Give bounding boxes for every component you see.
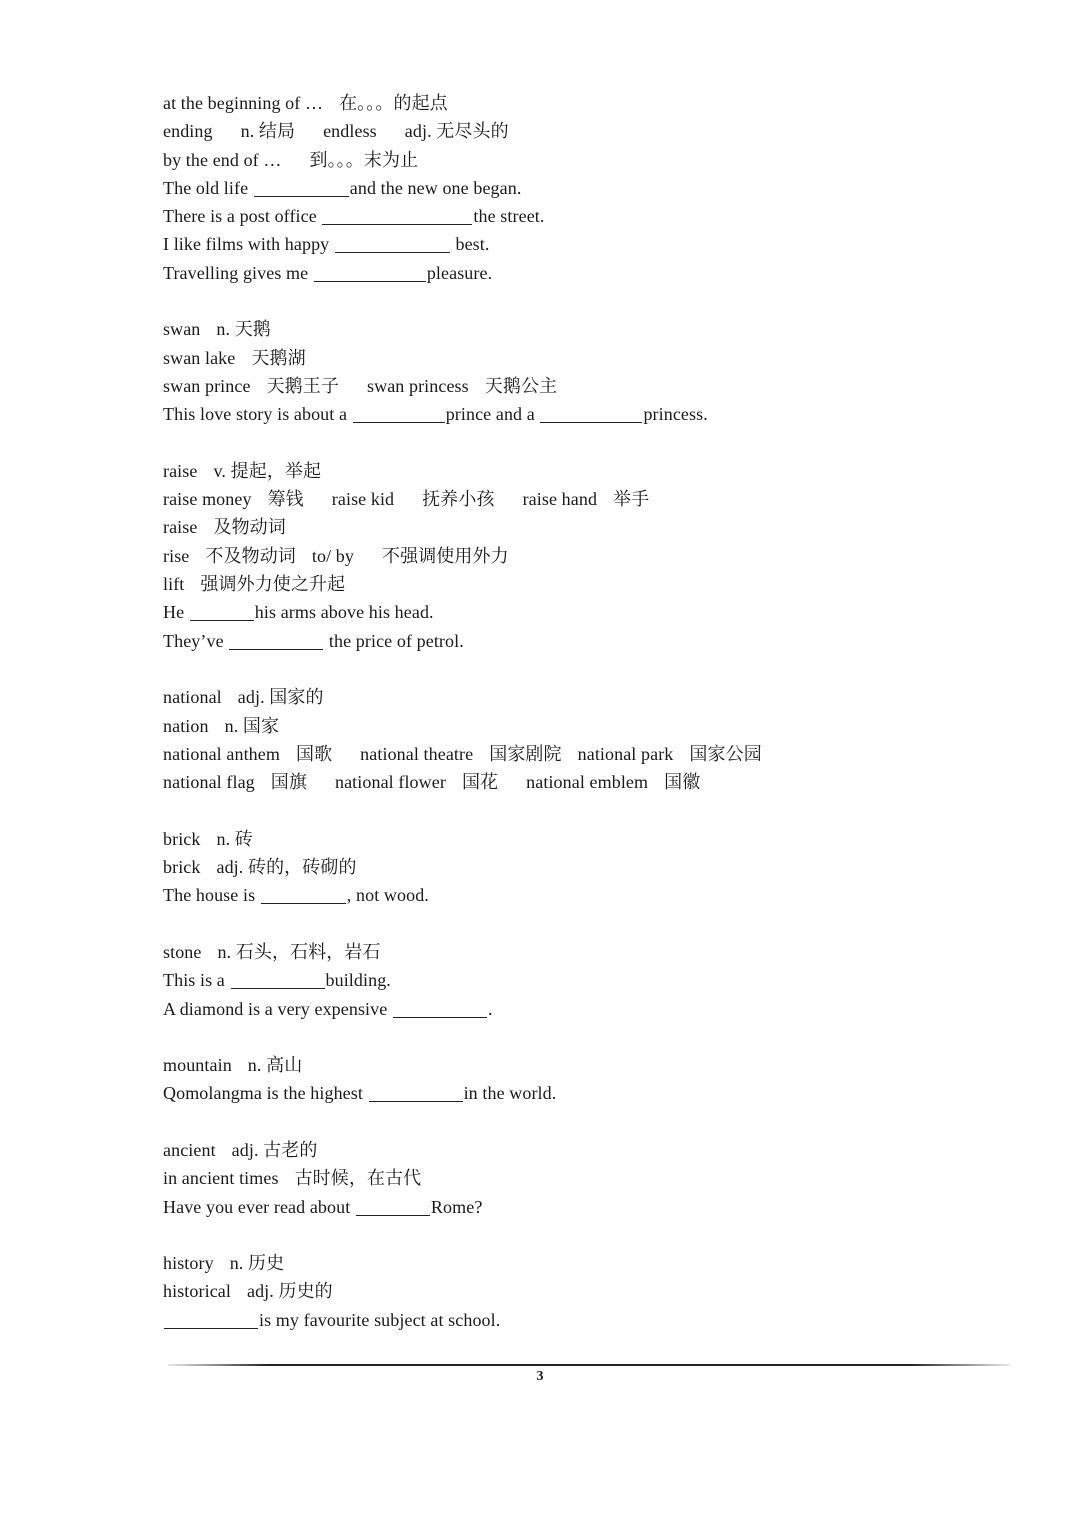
vocab-line [163, 683, 1023, 711]
term: endless [323, 121, 377, 142]
exercise-line [163, 230, 1023, 258]
sentence-end: in the world. [463, 1083, 557, 1104]
fill-blank[interactable] [322, 206, 472, 225]
sentence-end: the price of petrol. [324, 630, 464, 651]
term: rise [163, 545, 190, 566]
vocab-line [163, 768, 1023, 796]
vocab-line [163, 485, 1023, 513]
translation: 国花 [461, 772, 499, 793]
term: swan prince [163, 375, 251, 396]
translation: n. 结局 [240, 121, 296, 142]
translation: v. 提起，举起 [213, 460, 322, 481]
translation: 天鹅王子 [266, 375, 339, 396]
fill-blank[interactable] [369, 1083, 463, 1102]
term: raise kid [331, 489, 395, 510]
term: stone [163, 941, 202, 962]
sentence-end: , not wood. [346, 885, 429, 906]
translation: n. 天鹅 [216, 319, 271, 340]
term: national flower [334, 772, 446, 793]
term: nation [163, 715, 209, 736]
fill-blank[interactable] [231, 970, 325, 989]
sentence-end: pleasure. [426, 262, 493, 283]
term: to/ by [311, 545, 354, 566]
term: raise money [163, 489, 252, 510]
sentence-start: This is a [163, 970, 230, 991]
translation: adj. 砖的，砖砌的 [216, 857, 357, 878]
translation: 在。。。的起点 [339, 93, 448, 113]
translation: 国家公园 [689, 743, 762, 764]
sentence-start: I like films with happy [163, 234, 334, 255]
sentence-end: building. [325, 970, 391, 991]
exercise-line [163, 598, 1023, 626]
translation: 国旗 [270, 772, 307, 793]
sentence-start: The old life [163, 177, 253, 198]
term: national [163, 687, 222, 708]
vocab-line [163, 146, 1023, 174]
term: lift [163, 574, 185, 595]
exercise-line [163, 259, 1023, 287]
exercise-line [163, 1079, 1023, 1107]
exercise-line [163, 966, 1023, 994]
term: ancient [163, 1139, 216, 1160]
fill-blank[interactable] [190, 602, 254, 621]
vocab-line [163, 938, 1023, 966]
fill-blank[interactable] [393, 999, 487, 1018]
term: raise [163, 517, 198, 538]
vocab-line [163, 570, 1023, 598]
vocab-line [163, 740, 1023, 768]
term: raise hand [522, 489, 598, 510]
sentence-start: A diamond is a very expensive [163, 998, 392, 1019]
sentence-end: his arms above his head. [254, 602, 434, 623]
vocab-line [163, 344, 1023, 372]
vocab-line [163, 542, 1023, 570]
vocab-line [163, 1136, 1023, 1164]
fill-blank[interactable] [254, 178, 349, 197]
translation: n. 石头，石料，岩石 [217, 941, 381, 962]
vocab-line [163, 1249, 1023, 1277]
vocab-line [163, 89, 1023, 117]
exercise-line [163, 202, 1023, 230]
sentence-start: They’ve [163, 630, 229, 651]
vocab-line [163, 1277, 1023, 1305]
sentence-start: He [163, 602, 189, 623]
sentence-end: best. [450, 234, 490, 255]
translation: 到。。。末为止 [309, 149, 419, 170]
exercise-line [163, 881, 1023, 909]
translation: 国徽 [664, 772, 701, 793]
translation: adj. 古老的 [231, 1139, 318, 1160]
exercise-line [163, 1193, 1023, 1221]
term: in ancient times [163, 1168, 279, 1189]
sentence-start: Travelling gives me [163, 262, 313, 283]
sentence-end: . [487, 998, 493, 1019]
vocab-line [163, 315, 1023, 343]
term: ending [163, 121, 213, 142]
vocab-line [163, 513, 1023, 541]
translation: n. 国家 [224, 715, 280, 736]
translation: 古时候，在古代 [294, 1168, 422, 1189]
sentence-end: the street. [473, 206, 545, 227]
vocab-line [163, 117, 1023, 145]
fill-blank[interactable] [540, 404, 642, 423]
sentence-start: There is a post office [163, 206, 322, 227]
term: mountain [163, 1055, 232, 1076]
exercise-line [163, 627, 1023, 655]
sentence-start: The house is [163, 885, 260, 906]
sentence-end: is my favourite subject at school. [259, 1309, 501, 1330]
term: history [163, 1253, 214, 1274]
translation: n. 高山 [247, 1055, 303, 1076]
fill-blank[interactable] [229, 631, 323, 650]
translation: 及物动词 [213, 517, 286, 538]
term: at the beginning of … [163, 93, 324, 113]
translation: 不及物动词 [205, 545, 296, 566]
term: swan [163, 319, 201, 340]
translation: 国家剧院 [489, 743, 562, 764]
term: national theatre [360, 743, 474, 764]
fill-blank[interactable] [353, 404, 445, 423]
sentence-middle: prince and a [445, 404, 540, 425]
term: national park [577, 743, 674, 764]
exercise-line [163, 1306, 1023, 1334]
document-body [163, 89, 1023, 1334]
exercise-line [163, 995, 1023, 1023]
sentence-start: This love story is about a [163, 404, 352, 425]
term: national emblem [526, 772, 649, 793]
translation: adj. 国家的 [237, 687, 324, 708]
vocab-line [163, 825, 1023, 853]
fill-blank[interactable] [335, 234, 450, 253]
translation: adj. 历史的 [246, 1281, 333, 1302]
term: brick [163, 857, 201, 878]
translation: n. 历史 [229, 1253, 285, 1274]
sentence-end: Rome? [430, 1196, 483, 1217]
vocab-line [163, 457, 1023, 485]
vocab-line [163, 1051, 1023, 1079]
vocab-line [163, 1164, 1023, 1192]
term: historical [163, 1281, 231, 1302]
fill-blank[interactable] [314, 263, 426, 282]
term: raise [163, 460, 198, 481]
exercise-line [163, 400, 1023, 428]
term: brick [163, 828, 201, 849]
translation: 国歌 [295, 743, 333, 764]
footer-divider [168, 1364, 1010, 1366]
vocab-line [163, 372, 1023, 400]
translation: 强调外力使之升起 [200, 574, 346, 595]
fill-blank[interactable] [261, 885, 346, 904]
translation: 天鹅湖 [251, 347, 306, 368]
page-number: 3 [536, 1369, 544, 1384]
term: swan princess [366, 375, 469, 396]
vocab-line [163, 853, 1023, 881]
sentence-start: Have you ever read about [163, 1196, 355, 1217]
sentence-start: Qomolangma is the highest [163, 1083, 368, 1104]
term: by the end of … [163, 149, 282, 170]
fill-blank[interactable] [164, 1310, 258, 1329]
translation: adj. 无尽头的 [404, 121, 509, 142]
sentence-end: and the new one began. [349, 177, 522, 198]
term: national anthem [163, 743, 280, 764]
translation: 天鹅公主 [484, 375, 558, 396]
fill-blank[interactable] [356, 1197, 430, 1216]
translation: 不强调使用外力 [382, 545, 509, 566]
translation: 抚养小孩 [422, 489, 495, 510]
translation: n. 砖 [216, 828, 253, 849]
exercise-line [163, 174, 1023, 202]
translation: 举手 [613, 489, 650, 510]
sentence-end: princess. [643, 404, 708, 425]
term: national flag [163, 772, 255, 793]
translation: 筹钱 [267, 489, 304, 510]
term: swan lake [163, 347, 236, 368]
vocab-line [163, 712, 1023, 740]
